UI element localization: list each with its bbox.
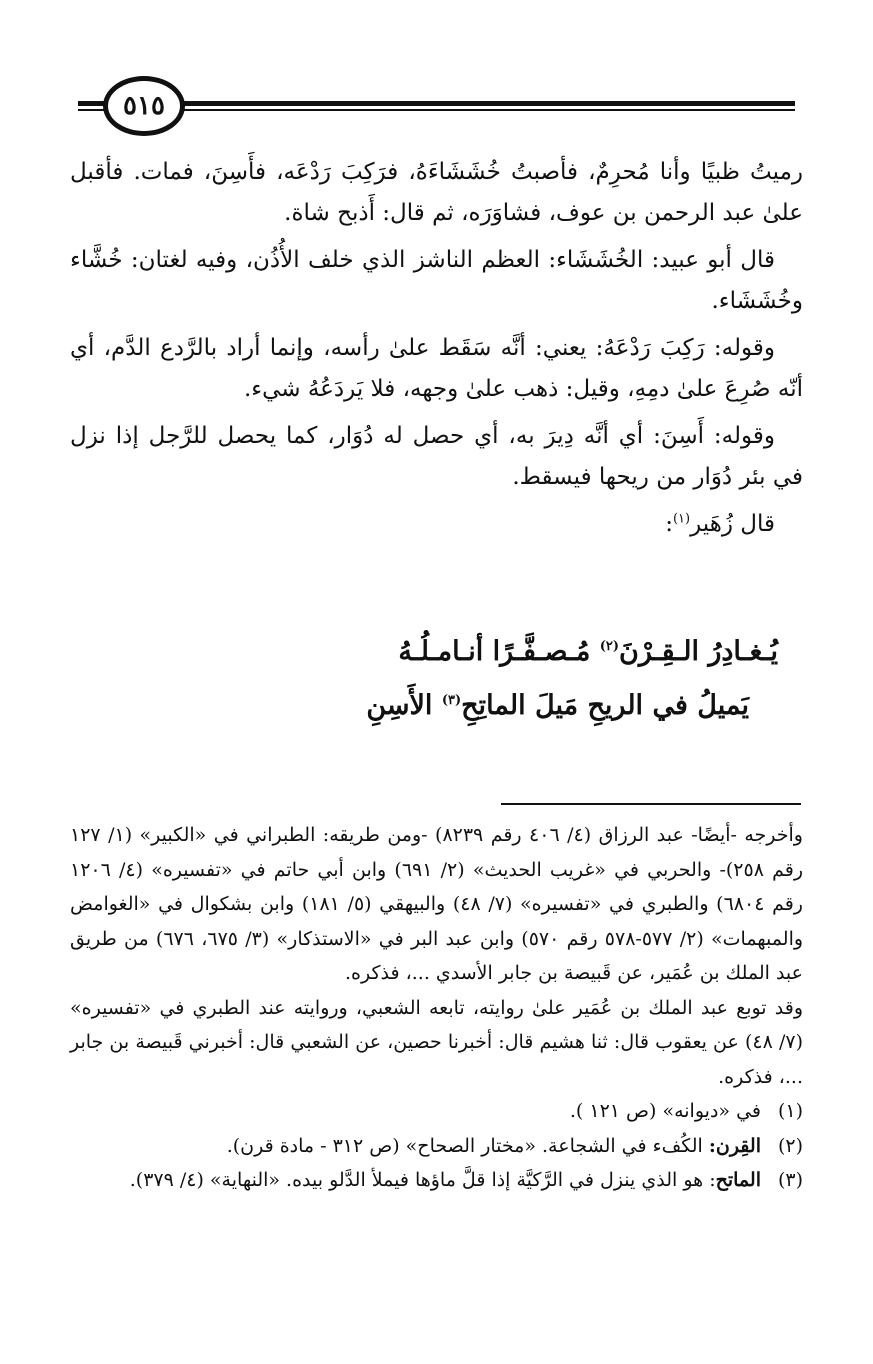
footnote-text <box>130 1163 761 1198</box>
paragraph-3: وقوله: رَكِبَ رَدْعَهُ: يعني: أنَّه سَقَط علىٰ رأسه، وإنما أراد بالرَّدع الدَّم، أي أنّه صُرِعَ علىٰ دمِهِ، وقيل: ذهب علىٰ وجهه، فلا يَردَعُهُ شيء. <box>70 335 803 402</box>
footnote-ref-2: (٢) <box>599 639 620 654</box>
footnote-ref-3: (٣) <box>441 693 462 708</box>
verse-line-2-b: الأَسِنِ <box>366 690 442 721</box>
verse-line-2 <box>366 690 749 721</box>
page-number: ٥١٥ <box>103 76 185 136</box>
footnote-body: : هو الذي ينزل في الرَّكيَّة إذا قلَّ ماؤها فيملأ الدَّلو بيده. «النهاية» (٤/ ٣٧٩). <box>129 1169 716 1191</box>
footnote-ref-1: (١) <box>672 511 691 527</box>
footnote-continuation-2: وقد توبع عبد الملك بن عُمَير علىٰ روايته، تابعه الشعبي، وروايته عند الطبري في «تفسيره» (٧/ ٤٨) عن يعقوب قال: ثنا هشيم قال: أخبرنا حصين، عن الشعبي قال: أخبرني قَبيصة بن جابر ...، فذكره. <box>70 996 803 1088</box>
footnote-2 <box>70 1129 803 1164</box>
verse-line-2-a: يَميلُ في الريحِ مَيلَ الماتِحِ <box>461 690 749 721</box>
footnote-continuation-1: وأخرجه -أيضًا- عبد الرزاق (٤/ ٤٠٦ رقم ٨٢٣٩) -ومن طريقه: الطبراني في «الكبير» (١/ ١٢٧ رقم ٢٥٨)- والحربي في «غريب الحديث» (٢/ ٦٩١) وابن أبي حاتم في «تفسيره» (٤/ ١٢٠٦ رقم ٦٨٠٤) والطبري في «تفسيره» (٧/ ٤٨) والبيهقي (٥/ ١٨١) وابن بشكوال في «الغوامض والمبهمات» (٢/ ٥٧٧-٥٧٨ رقم ٥٧٠) وابن عبد البر في «الاستذكار» (٣/ ٦٧٥، ٦٧٦) من طريق عبد الملك بن عُمَير، عن قَبيصة بن جابر الأسدي ...، فذكره. <box>70 824 804 984</box>
main-text <box>70 152 803 551</box>
header-rule-thin <box>78 109 795 111</box>
footnote-separator <box>501 803 801 805</box>
footnote-body: في «ديوانه» (ص ١٢١ ). <box>569 1100 761 1122</box>
footnote-number: (١) <box>777 1100 803 1122</box>
paragraph-4: وقوله: أَسِنَ: أي أنَّه دِيرَ به، أي حصل له دُوَار، كما يحصل للرَّجل إذا نزل في بئر دُوَار من ريحها فيسقط. <box>70 423 803 490</box>
footnote-text <box>227 1129 761 1164</box>
verse-line-1-a: يُـغـادِرُ الـقِـرْنَ <box>619 636 778 667</box>
footnotes <box>70 818 803 1198</box>
footnote-term: القِرن: <box>708 1134 761 1157</box>
footnote-number: (٢) <box>777 1134 803 1157</box>
verse-line-1-b: مُـصـفَّـرًا أنـامـلُـهُ <box>398 636 600 667</box>
header-rule <box>78 98 795 112</box>
footnote-3 <box>70 1163 803 1198</box>
footnote-term: الماتح <box>715 1169 761 1191</box>
verse-line-1 <box>398 636 778 667</box>
paragraph-5 <box>70 504 803 545</box>
paragraph-2: قال أبو عبيد: الخُشَشَاء: العظم الناشز الذي خلف الأُذُن، وفيه لغتان: خُشَّاء وخُشَشَاء. <box>70 247 803 314</box>
colon: : <box>665 511 673 537</box>
footnote-number: (٣) <box>777 1169 803 1191</box>
footnote-text <box>570 1094 761 1129</box>
footnote-1 <box>70 1094 803 1129</box>
poet-intro: قال زُهَير <box>690 511 775 537</box>
paragraph-1: رميتُ ظبيًا وأنا مُحرِمٌ، فأصبتُ خُشَشَاءَهُ، فرَكِبَ رَدْعَه، فأَسِنَ، فمات. فأقبل علىٰ عبد الرحمن بن عوف، فشاوَرَه، ثم قال: أَذبح شاة. <box>70 159 803 226</box>
header-rule-thick <box>78 101 795 106</box>
footnote-body: الكُفء في الشجاعة. «مختار الصحاح» (ص ٣١٢ - مادة قرن). <box>226 1134 709 1157</box>
